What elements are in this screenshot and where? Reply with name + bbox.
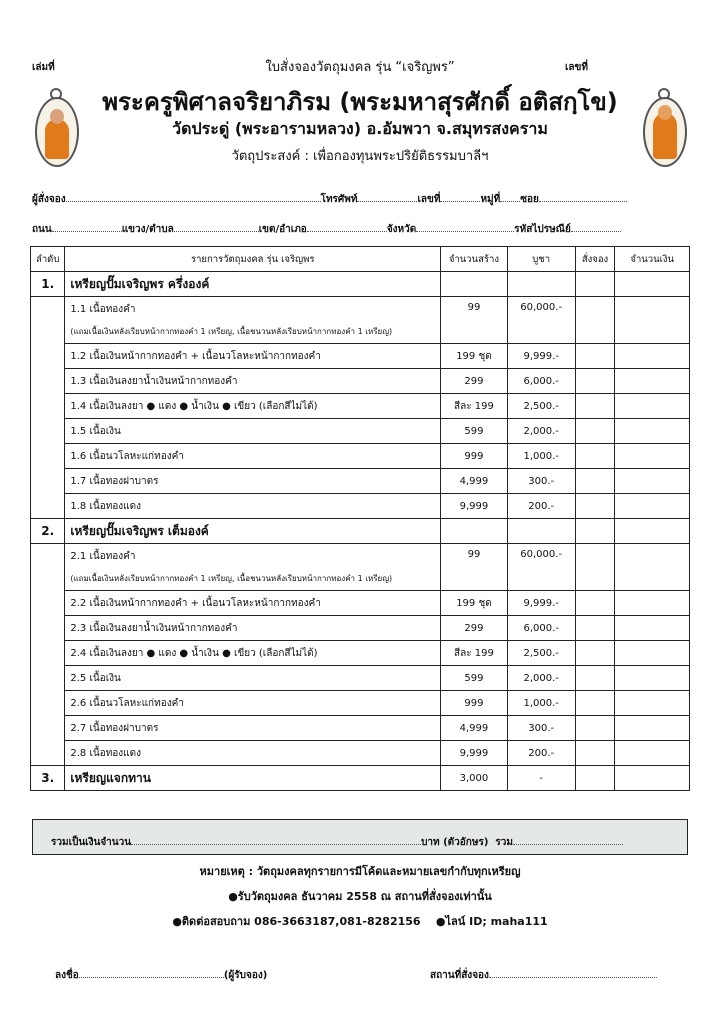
order-cell[interactable] (575, 641, 615, 666)
road-field[interactable] (52, 223, 122, 232)
item-qty: 99 (441, 297, 508, 344)
amount-cell[interactable] (615, 419, 690, 444)
amount-cell[interactable] (615, 444, 690, 469)
item-name-cell (65, 444, 441, 469)
item-name-cell (65, 369, 441, 394)
item-qty: 599 (441, 419, 508, 444)
monk-name: พระครูพิศาลจริยาภิรม (พระมหาสุรศักดิ์ อติสกฺโข) (102, 88, 618, 116)
item-name: 1.2 เนื้อเงินหน้ากากทองคำ + เนื้อนวโลหะหน้ากากทองคำ (70, 350, 321, 362)
section-title: เหรียญแจกทาน (65, 766, 441, 791)
house-no-label: เลขที่ (417, 194, 441, 205)
item-name-cell (65, 616, 441, 641)
item-qty: สีละ 199 (441, 394, 508, 419)
col-amount: จำนวนเงิน (615, 247, 690, 272)
amount-cell[interactable] (615, 591, 690, 616)
section-title: เหรียญปั๊มเจริญพร เต็มองค์ (65, 519, 441, 544)
moo-field[interactable] (500, 193, 520, 202)
district-label: เขต/อำเภอ (258, 224, 307, 235)
item-qty: 99 (441, 544, 508, 591)
book-no-label: เล่มที่ (32, 62, 55, 73)
place-field[interactable] (489, 969, 657, 978)
order-cell[interactable] (575, 616, 615, 641)
amount-cell[interactable] (615, 766, 690, 791)
item-price: 2,000.- (507, 419, 575, 444)
item-qty: 299 (441, 369, 508, 394)
item-name-cell (65, 591, 441, 616)
item-name: 2.5 เนื้อเงิน (70, 672, 121, 684)
item-name-cell (65, 716, 441, 741)
moo-label: หมู่ที่ (480, 194, 501, 205)
purpose: วัตถุประสงค์ : เพื่อกองทุนพระปริยัติธรรมบาลีฯ (231, 149, 489, 164)
order-cell[interactable] (575, 741, 615, 766)
item-name: 1.3 เนื้อเงินลงยาน้ำเงินหน้ากากทองคำ (70, 375, 238, 387)
item-price: 60,000.- (507, 544, 575, 591)
amount-cell[interactable] (615, 394, 690, 419)
order-cell[interactable] (575, 766, 615, 791)
item-qty: 299 (441, 616, 508, 641)
item-name: 1.7 เนื้อทองฝาบาตร (70, 475, 159, 487)
order-cell[interactable] (575, 691, 615, 716)
item-price: 200.- (507, 741, 575, 766)
order-cell[interactable] (575, 272, 615, 297)
table-row (31, 591, 690, 616)
order-cell[interactable] (575, 369, 615, 394)
line-id: ●ไลน์ ID; maha111 (435, 915, 548, 928)
amount-cell[interactable] (615, 616, 690, 641)
section-qty: 3,000 (441, 766, 508, 791)
col-no: ลำดับ (31, 247, 65, 272)
table-row (31, 344, 690, 369)
total-label: รวมเป็นเงินจำนวน (51, 837, 132, 848)
item-name-cell (65, 544, 441, 591)
order-cell[interactable] (575, 716, 615, 741)
amount-cell[interactable] (615, 469, 690, 494)
item-name-cell (65, 344, 441, 369)
section-qty (441, 519, 508, 544)
amount-cell[interactable] (615, 494, 690, 519)
order-cell[interactable] (575, 494, 615, 519)
item-price: 9,999.- (507, 344, 575, 369)
order-cell[interactable] (575, 344, 615, 369)
postcode-label: รหัสไปรษณีย์ (514, 224, 571, 235)
soi-field[interactable] (539, 193, 627, 202)
item-name: 2.3 เนื้อเงินลงยาน้ำเงินหน้ากากทองคำ (70, 622, 238, 634)
section-row (31, 519, 690, 544)
item-name: 2.1 เนื้อทองคำ (70, 551, 136, 562)
orderer-field[interactable] (66, 193, 321, 202)
item-note: (แถมเนื้อเงินหลังเรียบหน้ากากทองคำ 1 เหรียญ, เนื้อชนวนหลังเรียบหน้ากากทองคำ 1 เหรียญ) (70, 327, 393, 336)
amount-cell[interactable] (615, 369, 690, 394)
items-table (30, 246, 690, 791)
soi-label: ซอย (520, 194, 539, 205)
item-name-cell (65, 419, 441, 444)
phone-field[interactable] (357, 193, 417, 202)
item-price: 60,000.- (507, 297, 575, 344)
order-cell[interactable] (575, 444, 615, 469)
amount-cell[interactable] (615, 666, 690, 691)
table-row (31, 297, 690, 344)
sum-label: รวม (495, 837, 513, 848)
form-title: ใบสั่งจองวัตถุมงคล รุ่น “เจริญพร” (265, 60, 455, 75)
item-price: 2,500.- (507, 394, 575, 419)
table-header (31, 247, 690, 272)
section-price (507, 272, 575, 297)
item-name-cell (65, 394, 441, 419)
item-price: 200.- (507, 494, 575, 519)
table-row (31, 419, 690, 444)
amount-cell[interactable] (615, 544, 690, 591)
subdistrict-field[interactable] (174, 223, 259, 232)
item-price: 9,999.- (507, 591, 575, 616)
table-row (31, 741, 690, 766)
section-no: 2. (31, 519, 65, 544)
item-note: (แถมเนื้อเงินหลังเรียบหน้ากากทองคำ 1 เหรียญ, เนื้อชนวนหลังเรียบหน้ากากทองคำ 1 เหรียญ) (70, 574, 393, 583)
table-row (31, 616, 690, 641)
item-name-cell (65, 641, 441, 666)
item-price: 6,000.- (507, 369, 575, 394)
amount-cell[interactable] (615, 519, 690, 544)
temple-name: วัดประดู่ (พระอารามหลวง) อ.อัมพวา จ.สมุทรสงคราม (172, 119, 548, 138)
phone-label: โทรศัพท์ (320, 194, 358, 205)
item-price: 300.- (507, 469, 575, 494)
item-name-cell (65, 691, 441, 716)
postcode-field[interactable] (571, 223, 621, 232)
amount-cell[interactable] (615, 344, 690, 369)
index-cell (31, 297, 65, 519)
item-name: 1.1 เนื้อทองคำ (70, 304, 136, 315)
orderer-label: ผู้สั่งจอง (32, 194, 66, 205)
contact-row (0, 912, 720, 930)
item-name-cell (65, 469, 441, 494)
item-name: 1.5 เนื้อเงิน (70, 425, 121, 437)
item-name: 1.6 เนื้อนวโลหะแก่ทองคำ (70, 450, 184, 462)
receiver-label: (ผู้รับจอง) (223, 970, 268, 981)
item-qty: 4,999 (441, 469, 508, 494)
table-row (31, 469, 690, 494)
item-qty: 199 ชุด (441, 344, 508, 369)
section-row (31, 272, 690, 297)
place-row (430, 968, 657, 983)
amount-cell[interactable] (615, 716, 690, 741)
address-row (32, 222, 621, 237)
item-name: 1.4 เนื้อเงินลงยา ● แดง ● น้ำเงิน ● เขียว (เลือกสีไม่ได้) (70, 400, 318, 412)
col-price: บูชา (507, 247, 575, 272)
order-cell[interactable] (575, 544, 615, 591)
place-label: สถานที่สั่งจอง (430, 970, 489, 981)
orderer-info-row (32, 192, 627, 207)
item-price: 2,000.- (507, 666, 575, 691)
section-no: 1. (31, 272, 65, 297)
table-row (31, 369, 690, 394)
section-no: 3. (31, 766, 65, 791)
item-qty: 999 (441, 691, 508, 716)
district-field[interactable] (307, 223, 387, 232)
subdistrict-label: แขวง/ตำบล (121, 224, 174, 235)
item-price: 1,000.- (507, 444, 575, 469)
total-amount-field[interactable] (131, 836, 421, 845)
amount-cell[interactable] (615, 741, 690, 766)
col-item: รายการวัตถุมงคล รุ่น เจริญพร (65, 247, 441, 272)
sum-field[interactable] (513, 836, 623, 845)
table-row (31, 666, 690, 691)
col-qty: จำนวนสร้าง (441, 247, 508, 272)
item-qty: 199 ชุด (441, 591, 508, 616)
table-row (31, 691, 690, 716)
item-qty: 9,999 (441, 494, 508, 519)
item-name: 2.4 เนื้อเงินลงยา ● แดง ● น้ำเงิน ● เขียว (เลือกสีไม่ได้) (70, 647, 318, 659)
house-no-field[interactable] (440, 193, 480, 202)
item-name-cell (65, 297, 441, 344)
item-price: 2,500.- (507, 641, 575, 666)
item-name: 2.8 เนื้อทองแดง (70, 747, 142, 759)
order-cell[interactable] (575, 419, 615, 444)
table-row (31, 444, 690, 469)
province-field[interactable] (416, 223, 514, 232)
pickup-note: ●รับวัตถุมงคล ธันวาคม 2558 ณ สถานที่สั่งจองเท่านั้น (228, 890, 492, 903)
signature-row (55, 968, 267, 983)
amount-cell[interactable] (615, 272, 690, 297)
item-name: 2.2 เนื้อเงินหน้ากากทองคำ + เนื้อนวโลหะหน้ากากทองคำ (70, 597, 321, 609)
section-row (31, 766, 690, 791)
item-price: 300.- (507, 716, 575, 741)
index-cell (31, 544, 65, 766)
table-row (31, 641, 690, 666)
province-label: จังหวัด (386, 224, 417, 235)
table-row (31, 494, 690, 519)
road-label: ถนน (32, 224, 52, 235)
item-name: 2.6 เนื้อนวโลหะแก่ทองคำ (70, 697, 184, 709)
amount-cell[interactable] (615, 691, 690, 716)
item-price: 6,000.- (507, 616, 575, 641)
section-price (507, 519, 575, 544)
item-qty: 999 (441, 444, 508, 469)
amount-cell[interactable] (615, 641, 690, 666)
sign-field[interactable] (79, 969, 224, 978)
item-name: 1.8 เนื้อทองแดง (70, 500, 142, 512)
total-box (32, 819, 688, 855)
contact-phone: ●ติดต่อสอบถาม 086-3663187,081-8282156 (172, 915, 421, 928)
item-price: 1,000.- (507, 691, 575, 716)
order-cell[interactable] (575, 469, 615, 494)
item-qty: 599 (441, 666, 508, 691)
section-qty (441, 272, 508, 297)
table-row (31, 716, 690, 741)
order-cell[interactable] (575, 297, 615, 344)
sign-label: ลงชื่อ (55, 970, 79, 981)
table-row (31, 544, 690, 591)
item-qty: สีละ 199 (441, 641, 508, 666)
item-name-cell (65, 666, 441, 691)
order-cell[interactable] (575, 591, 615, 616)
amount-cell[interactable] (615, 297, 690, 344)
order-cell[interactable] (575, 394, 615, 419)
item-name-cell (65, 741, 441, 766)
table-row (31, 394, 690, 419)
section-title: เหรียญปั๊มเจริญพร ครึ่งองค์ (65, 272, 441, 297)
item-name-cell (65, 494, 441, 519)
item-qty: 9,999 (441, 741, 508, 766)
item-qty: 4,999 (441, 716, 508, 741)
section-price: - (507, 766, 575, 791)
col-order: สั่งจอง (575, 247, 615, 272)
baht-text-label: บาท (ตัวอักษร) (421, 837, 489, 848)
item-name: 2.7 เนื้อทองฝาบาตร (70, 722, 159, 734)
order-cell[interactable] (575, 519, 615, 544)
remark: หมายเหตุ : วัตถุมงคลทุกรายการมีโค้ดและหมายเลขกำกับทุกเหรียญ (199, 865, 521, 878)
order-cell[interactable] (575, 666, 615, 691)
number-label: เลขที่ (565, 62, 588, 73)
